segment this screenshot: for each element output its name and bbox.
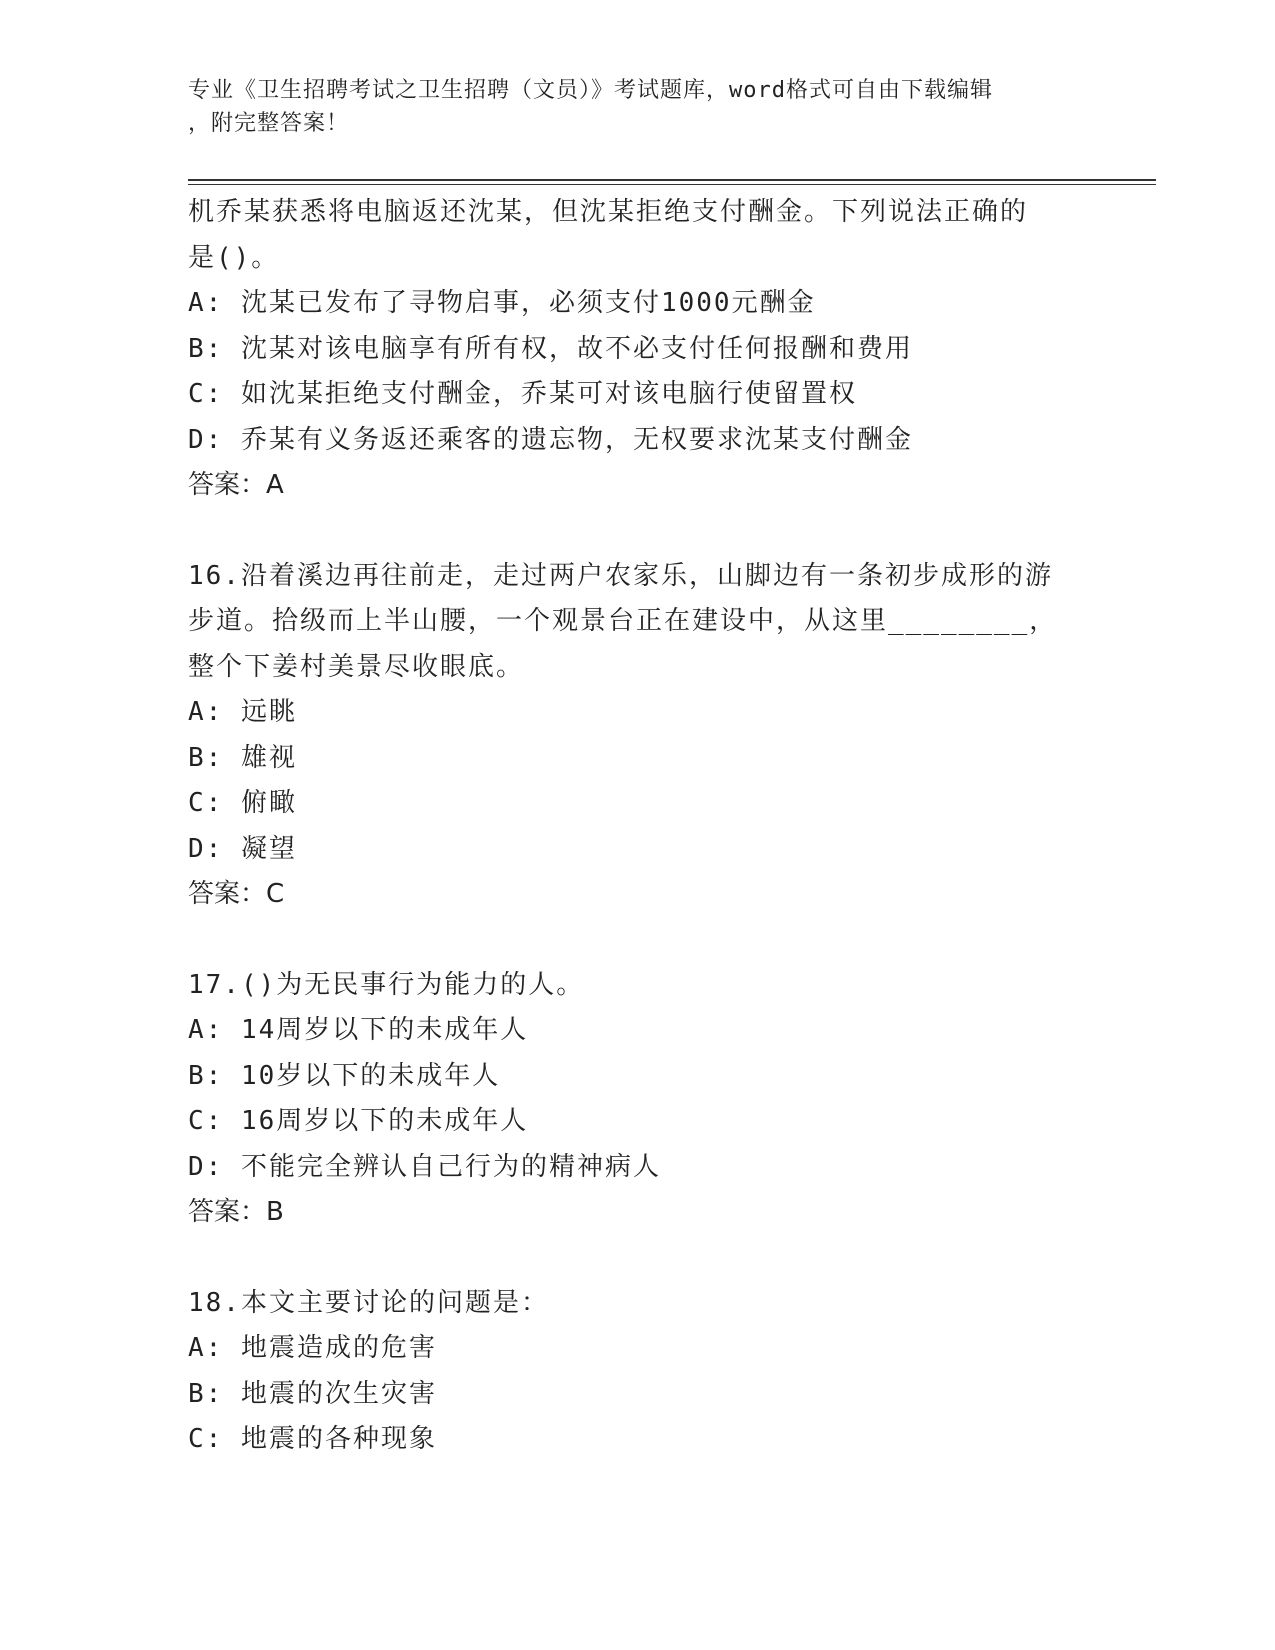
header-line-1: 专业《卫生招聘考试之卫生招聘（文员）》考试题库，word格式可自由下载编辑 <box>188 78 993 103</box>
question-stem-line: 整个下姜村美景尽收眼底。 <box>188 651 525 682</box>
answer-line: 答案：C <box>188 879 285 909</box>
question-list <box>188 190 1088 1463</box>
option-a: A: 14周岁以下的未成年人 <box>188 1015 529 1045</box>
answer-line: 答案：B <box>188 1197 284 1227</box>
option-d: D: 不能完全辨认自己行为的精神病人 <box>188 1151 661 1182</box>
option-a: A: 地震造成的危害 <box>188 1333 437 1363</box>
option-d: D: 乔某有义务返还乘客的遗忘物，无权要求沈某支付酬金 <box>188 424 913 455</box>
question-stem-line: 18.本文主要讨论的问题是： <box>188 1287 549 1318</box>
question-stem-line: 机乔某获悉将电脑返还沈某，但沈某拒绝支付酬金。下列说法正确的 <box>188 197 1029 227</box>
question-16 <box>188 554 1088 918</box>
question-17 <box>188 963 1088 1236</box>
option-a: A: 远眺 <box>188 697 297 727</box>
option-c: C: 16周岁以下的未成年人 <box>188 1106 529 1136</box>
option-d: D: 凝望 <box>188 833 297 864</box>
header-line-2: ，附完整答案！ <box>188 111 350 136</box>
option-b: B: 地震的次生灾害 <box>188 1378 437 1409</box>
question-15 <box>188 190 1088 509</box>
option-b: B: 10岁以下的未成年人 <box>188 1060 501 1091</box>
question-18 <box>188 1281 1088 1463</box>
header-divider-thick <box>188 179 1156 181</box>
question-stem-line: 是()。 <box>188 242 280 273</box>
option-b: B: 雄视 <box>188 742 297 773</box>
answer-line: 答案：A <box>188 470 284 500</box>
header-divider-thin <box>188 184 1156 185</box>
option-c: C: 地震的各种现象 <box>188 1424 437 1454</box>
option-b: B: 沈某对该电脑享有所有权，故不必支付任何报酬和费用 <box>188 333 913 364</box>
option-c: C: 如沈某拒绝支付酬金，乔某可对该电脑行使留置权 <box>188 379 857 409</box>
option-c: C: 俯瞰 <box>188 788 297 818</box>
question-stem-line: 17.()为无民事行为能力的人。 <box>188 969 585 1000</box>
question-stem-line: 步道。拾级而上半山腰，一个观景台正在建设中，从这里________， <box>188 606 1058 636</box>
question-stem-line: 16.沿着溪边再往前走，走过两户农家乐，山脚边有一条初步成形的游 <box>188 560 1053 591</box>
document-header <box>188 74 1088 140</box>
option-a: A: 沈某已发布了寻物启事，必须支付1000元酬金 <box>188 288 816 318</box>
